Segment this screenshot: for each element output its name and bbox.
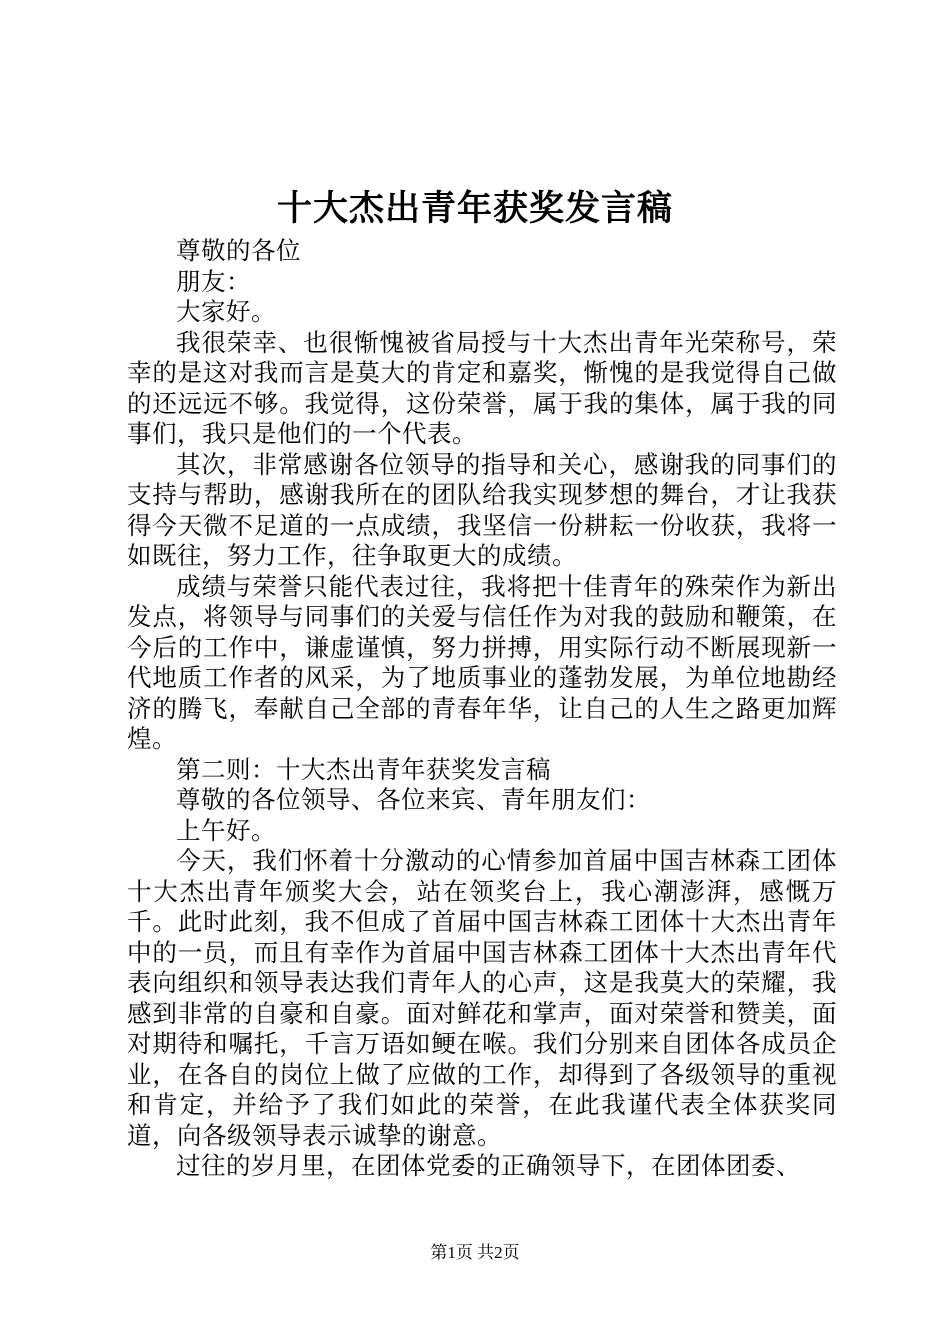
paragraph: 我很荣幸、也很惭愧被省局授与十大杰出青年光荣称号，荣幸的是这对我而言是莫大的肯定和嘉奖，惭愧的是我觉得自己做的还远远不够。我觉得，这份荣誉，属于我的集体，属于我的同事们，我只是他们的一个代表。	[127, 327, 837, 448]
page-footer: 第1页 共2页	[430, 1243, 520, 1262]
salutation-line-2: 朋友：	[176, 266, 251, 296]
paragraph: 其次，非常感谢各位领导的指导和关心，感谢我的同事们的支持与帮助，感谢我所在的团队给我实现梦想的舞台，才让我获得今天微不足道的一点成绩，我坚信一份耕耘一份收获，我将一如既往，努力工作，往争取更大的成绩。	[127, 449, 837, 570]
greeting: 大家好。	[176, 297, 276, 326]
salutation: 尊敬的各位领导、各位来宾、青年朋友们：	[176, 785, 651, 814]
greeting: 上午好。	[176, 815, 276, 845]
salutation-line-1: 尊敬的各位	[176, 236, 301, 265]
paragraph: 过往的岁月里，在团体党委的正确领导下，在团体团委、	[176, 1151, 801, 1180]
section-heading: 第二则：十大杰出青年获奖发言稿	[176, 754, 551, 784]
document-body	[127, 236, 837, 1182]
paragraph: 今天，我们怀着十分激动的心情参加首届中国吉林森工团体十大杰出青年颁奖大会，站在领奖台上，我心潮澎湃，感慨万千。此时此刻，我不但成了首届中国吉林森工团体十大杰出青年中的一员，而且有幸作为首届中国吉林森工团体十大杰出青年代表向组织和领导表达我们青年人的心声，这是我莫大的荣耀，我感到非常的自豪和自豪。面对鲜花和掌声，面对荣誉和赞美，面对期待和嘱托，千言万语如鲠在喉。我们分别来自团体各成员企业，在各自的岗位上做了应做的工作，却得到了各级领导的重视和肯定，并给予了我们如此的荣誉，在此我谨代表全体获奖同道，向各级领导表示诚挚的谢意。	[127, 846, 837, 1150]
document-title: 十大杰出青年获奖发言稿	[276, 188, 673, 229]
paragraph: 成绩与荣誉只能代表过往，我将把十佳青年的殊荣作为新出发点，将领导与同事们的关爱与信任作为对我的鼓励和鞭策，在今后的工作中，谦虚谨慎，努力拼搏，用实际行动不断展现新一代地质工作者的风采，为了地质事业的蓬勃发展，为单位地勘经济的腾飞，奉献自己全部的青春年华，让自己的人生之路更加辉煌。	[127, 571, 837, 753]
